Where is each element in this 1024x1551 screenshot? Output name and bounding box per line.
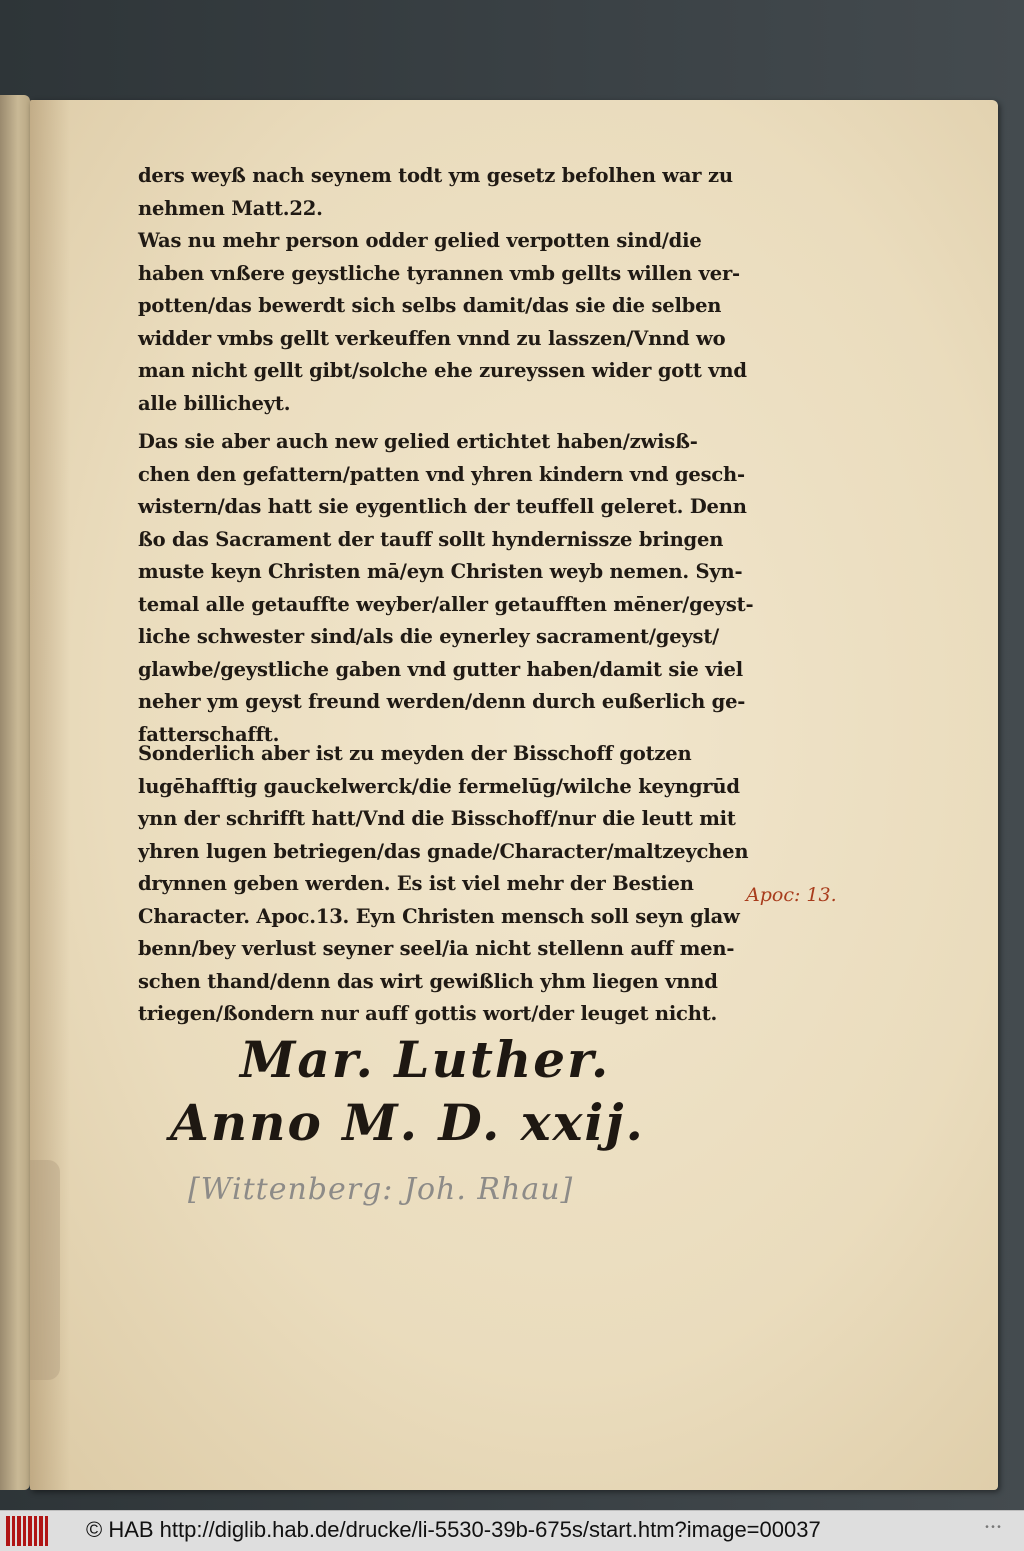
pencil-annotation: [Wittenberg: Joh. Rhau]: [188, 1172, 574, 1207]
copyright-url[interactable]: © HAB http://diglib.hab.de/drucke/li-5530-39b-675s/start.htm?image=00037: [86, 1517, 821, 1542]
footer-dots-icon: •••: [983, 1523, 1002, 1534]
paragraph-3: Sonderlich aber ist zu meyden der Bisschoff gotzen lugēhafftig gauckelwerck/die fermelūg/wilche keyngrūd ynn der schrifft hatt/Vnd die Bisschoff/nur die leutt mit yhren lugen betriegen/das gnade/Character/maltzeychen drynnen geben werden. Es ist viel mehr der Bestien Character. Apoc.13. Eyn Christen mensch soll seyn glaw benn/bey verlust seyner seel/ia nicht stellenn auff men- schen thand/denn das wirt gewißlich yhm liegen vnnd triegen/ßondern nur auff gottis wort/der leuget nicht.: [138, 742, 749, 1025]
margin-annotation: Apoc: 13.: [746, 884, 837, 906]
previous-page-edge: [0, 95, 30, 1490]
paragraph-1: ders weyß nach seynem todt ym gesetz befolhen war zu nehmen Matt.22. Was nu mehr person odder gelied verpotten sind/die haben vnßere geystliche tyrannen vmb gellts willen ver- potten/das bewerdt sich selbs damit/das sie die selben widder vmbs gellt verkeuffen vnnd zu lasszen/Vnnd wo man nicht gellt gibt/solche ehe zureyssen wider gott vnd alle billicheyt.: [138, 164, 747, 415]
signature-date: Anno M. D. xxij.: [170, 1093, 645, 1152]
viewer-footer: [0, 1510, 1024, 1551]
page-stain: [30, 1160, 60, 1380]
hab-logo-icon: [6, 1516, 48, 1546]
book-page: [30, 100, 998, 1490]
signature-name: Mar. Luther.: [240, 1030, 611, 1089]
paragraph-2: Das sie aber auch new gelied ertichtet haben/zwisß- chen den gefattern/patten vnd yhren kindern vnd gesch- wistern/das hatt sie eygentlich der teuffell geleret. Denn ßo das Sacrament der tauff sollt hyndernissze bringen muste keyn Christen mā/eyn Christen weyb nemen. Syn- temal alle getauffte weyber/aller getaufften mēner/geyst- liche schwester sind/als die eynerley sacrament/geyst/ glawbe/geystliche gaben vnd gutter haben/damit sie viel neher ym geyst freund werden/denn durch eußerlich ge- fatterschafft.: [138, 430, 754, 746]
